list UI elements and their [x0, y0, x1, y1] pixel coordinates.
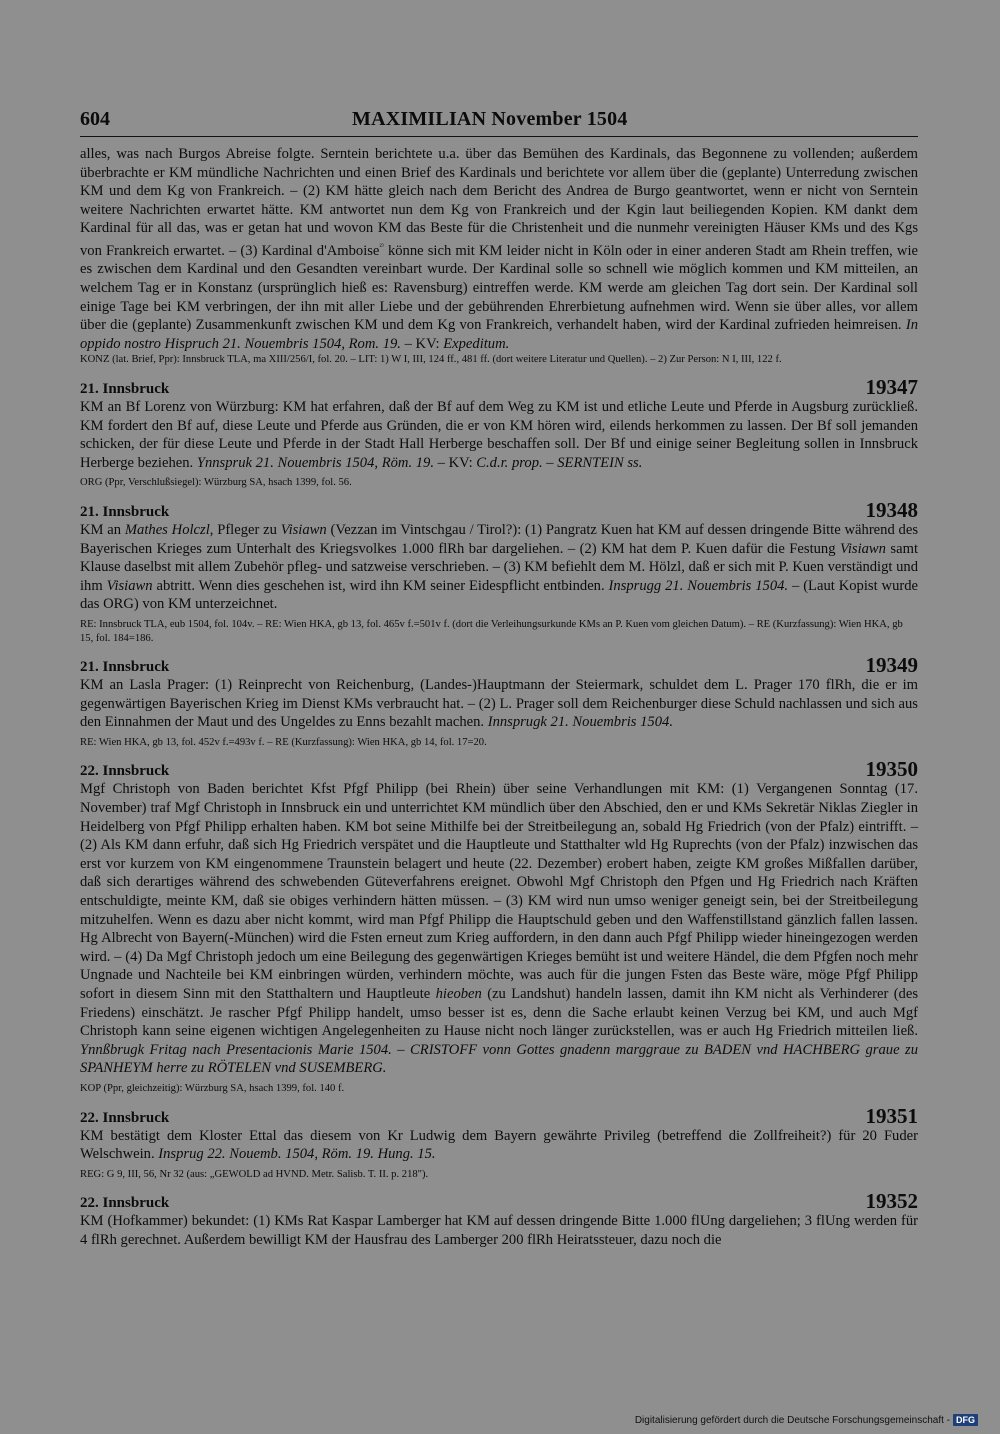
- entry-number: 19348: [865, 497, 918, 522]
- entry-heading: [80, 497, 918, 522]
- entry-19347: [80, 374, 918, 490]
- running-head: [80, 106, 918, 137]
- entry-text: Mgf Christoph von Baden berichtet Kfst Pfgf Philipp (bei Rhein) über seine Verhandlungen mit KM: (1) Vergangenen Sonntag (17. November) traf Mgf Christoph in Innsbruck ein und unterrichtet KM mündlich über den Abschied, den er und KMs Sekretär Niklas Ziegler in Heidelberg von Pfgf Philipp erhalten haben. KM bot seine Mithilfe bei der Streitbeilegung an, sobald Hg Friedrich (von der Pfalz) eintrifft. – (2) Als KM dann erfuhr, daß sich Hg Friedrich verspätet und die Hauptleute und Statthalter wld Hg Ruprechts (von der Pfalz) inzwischen das erst vor kurzem von KM eingenommene Traunstein belagert und heute (22. Dezember) erobert haben, zeigte KM großes Mißfallen darüber, daß sich derartiges während des schwebenden Güteverfahrens ereignet. Obwohl Mgf Christoph den Pfgen und Hg Friedrich nach Kräften entschuldigte, meinte KM, daß sie obiges verhindern hätten müssen. – (3) KM wird nun umso weniger geneigt sein, bei der Streitbeilegung mitzuhelfen. Wenn es dazu aber nicht kommt, wird man Pfgf Philipp die Hauptschuld geben und den Waffenstillstand gänzlich fallen lassen. Hg Albrecht von Bayern(-München) wird die Fsten erneut zum Krieg auffordern, in den dann auch Pfgf Philipp wieder hineingezogen werden wird. – (4) Da Mgf Christoph jedoch um eine Beilegung des gegenwärtigen Krieges bemüht ist und weitere Händel, die dem Pfgfen noch mehr Ungnade und Nachteile bei KM einbringen würden, verhindern möchte, was auch für die jungen Fsten das Beste wäre, möge Pfgf Philipp sofort in diesem Sinn mit den Statthaltern und Hauptleute hieoben (zu Landshut) handeln lassen, damit ihn KM nicht als Verhinderer (des Friedens) einschätzt. Je rascher Pfgf Philipp handelt, umso besser ist es, denn die Sache erlaubt keinen Verzug bei KM, und auch Mgf Christoph kann seine eigenen wichtigen Angelegenheiten zu Hause nicht noch länger zurückstellen, was er auch Hg Friedrich mitteilen ließ. Ynnßbrugk Fritag nach Presentacionis Marie 1504. – CRISTOFF vonn Gottes gnadenn marggraue zu BADEN vnd HACHBERG graue zu SPANHEYM herre zu RÖTELEN vnd SUSEMBERG.: [80, 781, 919, 1077]
- entry-text: KM an Mathes Holczl, Pfleger zu Visiawn (Vezzan im Vintschgau / Tirol?): (1) Pangratz Kuen hat KM auf dessen dringende Bitte während des Bayerischen Krieges zum Unterhalt des Kriegsvolkes 1.000 flRh bar dargeliehen. – (2) KM hat dem P. Kuen dafür die Festung Visiawn samt Klause daselbst mit allem Zubehör pfleg- und satzweise verschrieben. – (3) KM befiehlt dem M. Hölzl, daß er sich mit P. Kuen verständigt und ihm Visiawn abtritt. Wenn dies geschehen ist, wird ihn KM seiner Eidespflicht entbinden. Insprugg 21. Nouembris 1504. – (Laut Kopist wurde das ORG) von KM unterzeichnet.: [80, 521, 919, 613]
- entry-19348: [80, 497, 919, 645]
- intro-source: KONZ (lat. Brief, Ppr): Innsbruck TLA, ma XIII/256/I, fol. 20. – LIT: 1) W I, III, 124 ff., 481 ff. (dort weitere Literatur und Quellen). – 2) Zur Person: N I, III, 122 f.: [80, 354, 782, 366]
- entry-source: RE: Wien HKA, gb 13, fol. 452v f.=493v f. – RE (Kurzfassung): Wien HKA, gb 14, fol. 17=20.: [80, 736, 487, 748]
- document-page: [80, 106, 918, 1250]
- entry-19349: [80, 653, 918, 749]
- entry-number: 19349: [865, 653, 918, 678]
- entry-date: 21. Innsbruck: [80, 659, 170, 676]
- entry-number: 19347: [865, 374, 918, 399]
- entry-heading: [80, 757, 918, 782]
- entry-heading: [80, 1103, 918, 1128]
- entry-date: 21. Innsbruck: [80, 503, 170, 520]
- page-number: 604: [80, 108, 110, 130]
- entry-date: 22. Innsbruck: [80, 763, 170, 780]
- entry-19351: [80, 1103, 918, 1182]
- entry-19350: [80, 757, 919, 1095]
- entry-heading: [80, 1189, 918, 1214]
- entry-date: 21. Innsbruck: [80, 380, 170, 397]
- entry-number: 19350: [865, 757, 918, 782]
- entry-source: KOP (Ppr, gleichzeitig): Würzburg SA, hsach 1399, fol. 140 f.: [80, 1082, 345, 1094]
- entry-number: 19352: [865, 1189, 918, 1214]
- entry-date: 22. Innsbruck: [80, 1195, 170, 1212]
- entry-text: KM bestätigt dem Kloster Ettal das diesem von Kr Ludwig dem Bayern gewährte Privileg (betreffend die Zollfreiheit?) für 20 Fuder Welschwein. Insprug 22. Nouemb. 1504, Röm. 19. Hung. 15.: [80, 1127, 918, 1163]
- entry-source: ORG (Ppr, Verschlußsiegel): Würzburg SA, hsach 1399, fol. 56.: [80, 477, 352, 489]
- intro-section: [80, 145, 918, 367]
- entry-date: 22. Innsbruck: [80, 1109, 170, 1126]
- entry-heading: [80, 653, 918, 678]
- running-title: MAXIMILIAN November 1504: [352, 108, 628, 130]
- dfg-logo-icon: DFG: [953, 1414, 978, 1426]
- footer-text: Digitalisierung gefördert durch die Deutsche Forschungsgemeinschaft -: [634, 1414, 950, 1426]
- entry-19352: [80, 1189, 918, 1249]
- intro-paragraph: alles, was nach Burgos Abreise folgte. Serntein berichtete u.a. über das Bemühen des Kardinals, das Begonnene zu vollenden; außerdem überbrachte er KM mündliche Nachrichten und einen Brief des Kardinals und berichtete vor allem über die (geplante) Unterredung zwischen KM und dem Kg von Frankreich. – (2) KM hätte gleich nach dem Bericht des Andrea de Burgo geantwortet, wenn er nicht von Serntein weitere Nachrichten erwartet hätte. KM antwortet nun dem Kg von Frankreich und der Kgin laut beiliegenden Kopien. KM dankt dem Kardinal für all das, was er getan hat und wovon KM das Beste für die Christenheit und die nunmehr vereinigten Häuser KMs und des Kgs von Frankreich erwartet. – (3) Kardinal d'Amboise$^{^{2)}}$ könne sich mit KM leider nicht in Köln oder in einer anderen Stadt am Rhein treffen, wie es zwischen dem Kardinal und den Gesandten vereinbart wurde. Der Kardinal solle so schnell wie möglich kommen und KM mitteilen, an welchem Tag er in Konstanz (ursprünglich hieß es: Ravensburg) eintreffen werde. KM werde am gleichen Tag dort sein. Der Kardinal soll einige Tage bei KM verbringen, der ihn mit aller Liebe und der gebührenden Ehrerbietung aufnehmen wird. Wenn sie über alles, vor allem über die (geplante) Zusammenkunft zwischen KM und dem Kg von Frankreich, verhandelt haben, wird der Kardinal zufrieden heimreisen. In oppido nostro Hispruch 21. Nouembris 1504, Rom. 19. – KV: Expeditum.: [80, 146, 919, 352]
- digitization-footer: [635, 1414, 978, 1426]
- entry-source: REG: G 9, III, 56, Nr 32 (aus: „GEWOLD ad HVND. Metr. Salisb. T. II. p. 218").: [80, 1168, 429, 1180]
- entry-text: KM (Hofkammer) bekundet: (1) KMs Rat Kaspar Lamberger hat KM auf dessen dringende Bitte 1.000 flUng dargeliehen; 3 flUng werden für 4 flRh gerechnet. Außerdem bewilligt KM der Hausfrau des Lamberger 200 flRh Heiratssteuer, dazu noch die: [80, 1213, 918, 1248]
- entry-source: RE: Innsbruck TLA, eub 1504, fol. 104v. – RE: Wien HKA, gb 13, fol. 465v f.=501v f. (dort die Verleihungsurkunde KMs an P. Kuen vom gleichen Datum). – RE (Kurzfassung): Wien HKA, gb 15, fol. 184=186.: [80, 618, 903, 644]
- entry-text: KM an Bf Lorenz von Würzburg: KM hat erfahren, daß der Bf auf dem Weg zu KM ist und etliche Leute und Pferde in Augsburg zurückließ. KM fordert den Bf auf, diese Leute und Pferde aus Gründen, die er von KM hören wird, eilends herkommen zu lassen. Der Bf soll jemanden schicken, der für diese Leute und Pferde in der Stadt Hall Herberge beschaffen soll. Der Bf und einige seiner Begleitung sollen in Innsbruck Herberge beziehen. Ynnspruk 21. Nouembris 1504, Röm. 19. – KV: C.d.r. prop. – SERNTEIN ss.: [80, 398, 918, 471]
- entry-heading: [80, 374, 918, 399]
- entry-text: KM an Lasla Prager: (1) Reinprecht von Reichenburg, (Landes-)Hauptmann der Steiermark, schuldet dem L. Prager 170 flRh, die er im gegenwärtigen Bayerischen Krieg im Dienst KMs verbraucht hat. – (2) L. Prager soll dem Reichenburger diese Schuld nachlassen und sich aus den Einnahmen der Maut und des Ungeldes zu Enns bezahlt machen. Innsprugk 21. Nouembris 1504.: [80, 677, 918, 731]
- entry-number: 19351: [865, 1103, 918, 1128]
